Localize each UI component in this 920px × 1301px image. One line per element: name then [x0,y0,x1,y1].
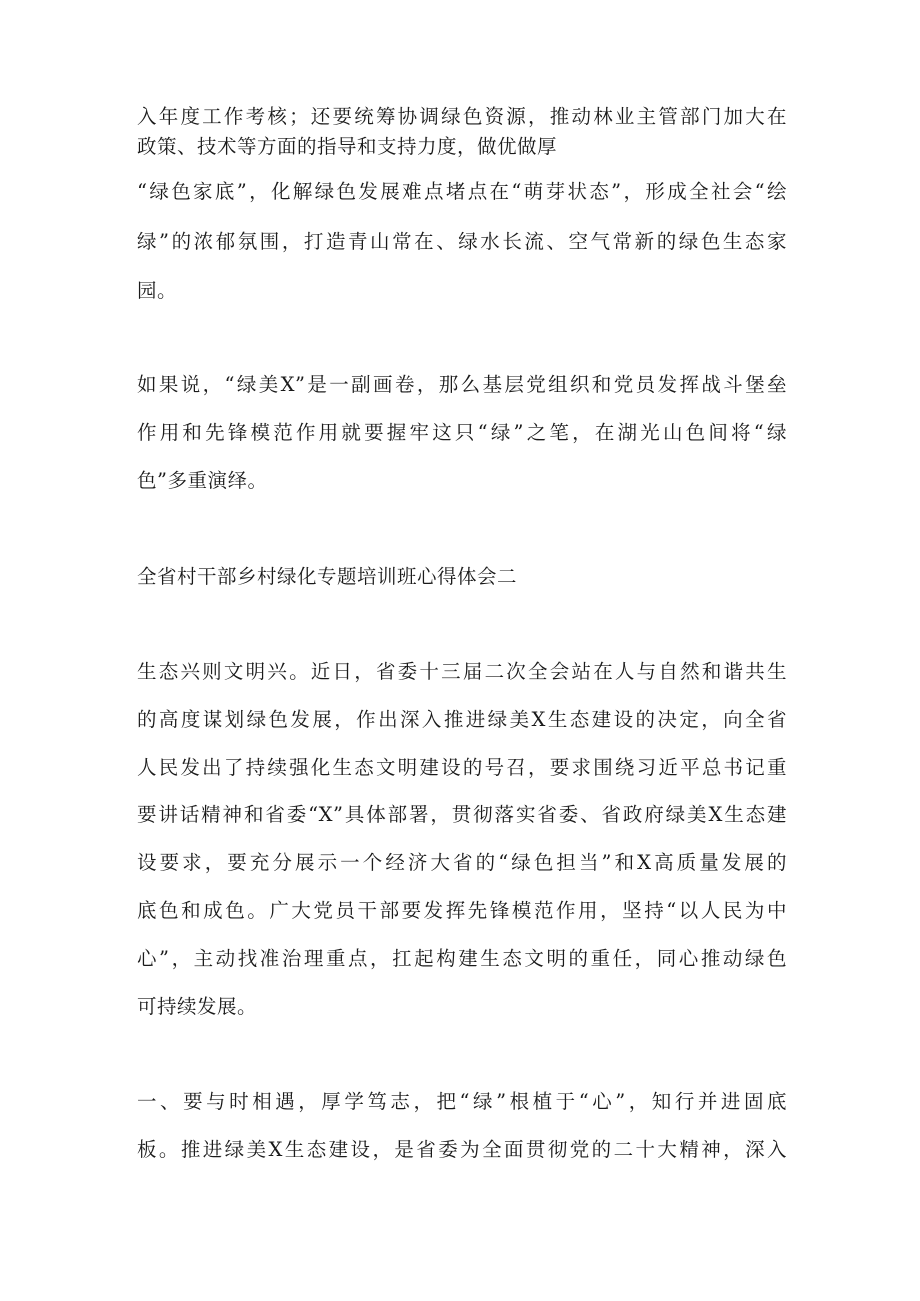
paragraph-5-line-7: 心”，主动找准治理重点，扛起构建生态文明的重任，同心推动绿色 [137,947,787,970]
paragraph-2-line-2: 绿”的浓郁氛围，打造青山常在、绿水长流、空气常新的绿色生态家 [137,230,787,253]
paragraph-5-line-1: 生态兴则文明兴。近日，省委十三届二次全会站在人与自然和谐共生 [137,660,787,683]
paragraph-2-line-1: “绿色家底”，化解绿色发展难点堵点在“萌芽状态”，形成全社会“绘 [137,180,787,203]
paragraph-5-line-3: 人民发出了持续强化生态文明建设的号召，要求围绕习近平总书记重 [137,756,787,779]
paragraph-1-line-1: 入年度工作考核；还要统筹协调绿色资源，推动林业主管部门加大在 [137,105,787,128]
paragraph-1-line-2: 政策、技术等方面的指导和支持力度，做优做厚 [137,135,558,158]
section-title: 全省村干部乡村绿化专题培训班心得体会二 [137,565,518,588]
paragraph-5-line-5: 设要求，要充分展示一个经济大省的“绿色担当”和X高质量发展的 [137,851,787,874]
paragraph-5-line-2: 的高度谋划绿色发展，作出深入推进绿美X生态建设的决定，向全省 [137,708,787,731]
paragraph-5-line-6: 底色和成色。广大党员干部要发挥先锋模范作用，坚持“以人民为中 [137,899,787,922]
paragraph-3-line-3: 色”多重演绎。 [137,469,268,492]
paragraph-3-line-1: 如果说，“绿美X”是一副画卷，那么基层党组织和党员发挥战斗堡垒 [137,373,787,396]
paragraph-6-line-2: 板。推进绿美X生态建设，是省委为全面贯彻党的二十大精神，深入 [137,1138,787,1161]
paragraph-5-line-4: 要讲话精神和省委“X”具体部署，贯彻落实省委、省政府绿美X生态建 [137,803,787,826]
paragraph-3-line-2: 作用和先锋模范作用就要握牢这只“绿”之笔，在湖光山色间将“绿 [137,421,787,444]
paragraph-2-line-3: 园。 [137,279,178,302]
paragraph-6-line-1: 一、要与时相遇，厚学笃志，把“绿”根植于“心”，知行并进固底 [137,1090,787,1113]
paragraph-5-line-8: 可持续发展。 [137,995,258,1018]
